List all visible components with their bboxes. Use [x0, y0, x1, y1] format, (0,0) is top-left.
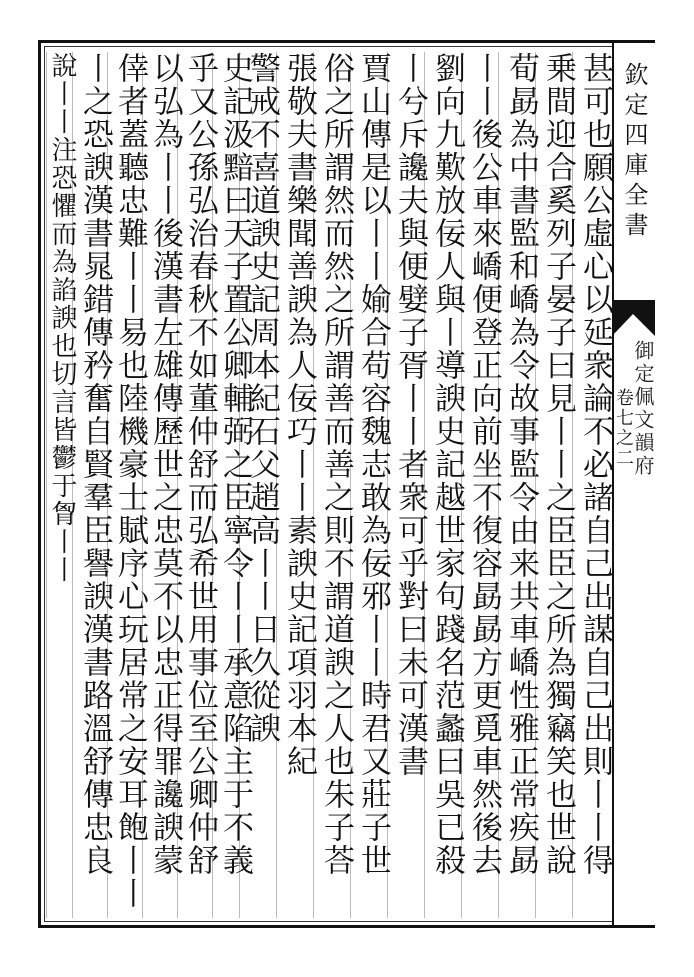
text-column-6: 丨兮斥讒夫與便嬖子胥丨丨者衆可乎對曰未可漢書 — [387, 52, 432, 918]
text-column-2: 乗間迎合奚列子晏子曰見丨丨之臣臣之所為獨竊笑也世說 — [535, 52, 580, 918]
text-column-16: 說丨丨注恐懼而為諂諛也切言皆鬱于胷丨丨 — [46, 52, 77, 918]
text-column-11: 史記汲黯曰天子置公卿輔弼之臣寧令丨丨承意陷主于不義 — [212, 52, 257, 918]
margin-volume: 卷七之二 — [613, 388, 634, 468]
text-column-9: 張敬夫書樂聞善諛為人佞巧丨丨素諛史記項羽本紀 — [276, 52, 321, 918]
text-column-4: 丨丨後公車來嶠便登正向前坐不復容勗勗方更覓車然後去 — [461, 52, 506, 918]
text-column-14: 倖者蓋聽忠難丨丨易也陸機豪士賦序心玩居常之安耳飽丨丨 — [107, 52, 152, 918]
text-column-8: 俗之所謂然而然之所謂善而善之則不謂道諛之人也朱子荅 — [313, 52, 358, 918]
margin-category: 御定佩文韻府 — [631, 340, 655, 478]
text-column-15: 丨之恐諛漢書晁錯傳矜奮自賢羣臣譽諛漢書路溫舒傳忠良 — [72, 52, 117, 918]
text-column-10: 警戒不喜道諛史記周本紀石父趙高丨丨日久從諛 — [239, 52, 284, 918]
text-column-12: 乎又公孫弘治春秋不如董仲舒而弘希世用事位至公卿仲舒 — [177, 52, 222, 918]
fishtail-mark-icon — [612, 300, 655, 336]
margin-book-title: 欽定四庫全書 — [620, 62, 648, 242]
text-column-1: 甚可也願公虛心以延衆論不必諸自己出謀自己出則丨丨得 — [572, 52, 617, 918]
text-column-3: 荀勗為中書監和嶠為令故事監令由来共車嶠性雅正常疾勗 — [498, 52, 543, 918]
text-column-7: 賈山傳是以丨丨媮合苟容魏志敢為佞邪丨丨時君又莊子世 — [350, 52, 395, 918]
text-column-13: 以弘為丨丨後漢書左雄傳歷世之忠莫不以忠正得罪讒諛蒙 — [142, 52, 187, 918]
text-column-5: 劉向九歎放佞人與丨導諛史記越世家句踐名范蠡曰吳已殺 — [424, 52, 469, 918]
